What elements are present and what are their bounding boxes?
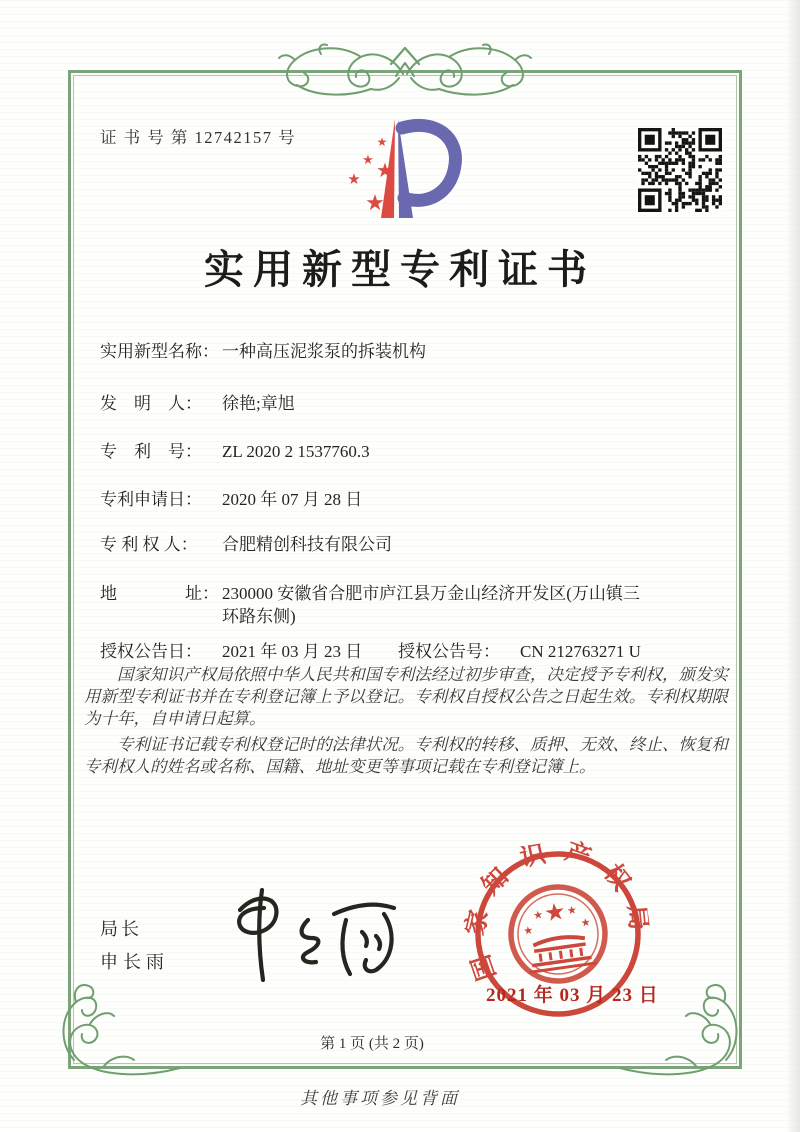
- field-label: 专 利 号：: [100, 442, 202, 461]
- qr-code: [638, 128, 722, 212]
- seal-date: 2021 年 03 月 23 日: [486, 985, 659, 1006]
- field-value: CN 212763271 U: [520, 642, 641, 661]
- svg-text:★: ★: [365, 191, 385, 216]
- field-row-filing-date: [100, 488, 720, 511]
- paragraph-2: 专利证书记载专利权登记时的法律状况。专利权的转移、质押、无效、终止、恢复和专利权人的姓名或名称、国籍、地址变更等事项记载在专利登记簿上。: [84, 735, 728, 777]
- field-value: 2021 年 03 月 23 日: [222, 642, 363, 661]
- field-label: 实用新型名称：: [100, 342, 219, 361]
- paragraph-1: 国家知识产权局依照中华人民共和国专利法经过初步审查，决定授予专利权，颁发实用新型专利证书并在专利登记簿上予以登记。专利权自授权公告之日起生效。专利权期限为十年，自申请日起算。: [84, 665, 728, 728]
- dragon-ornament-icon: [275, 40, 535, 104]
- field-value: 一种高压泥浆泵的拆装机构: [222, 342, 426, 361]
- svg-text:★: ★: [362, 153, 374, 168]
- field-label: 专 利 权 人：: [100, 535, 198, 554]
- signature-handwriting: [222, 886, 407, 986]
- svg-text:★: ★: [376, 135, 388, 149]
- field-row-patent-number: [100, 440, 720, 463]
- field-label: 专利申请日：: [100, 490, 202, 509]
- field-value: ZL 2020 2 1537760.3: [222, 442, 370, 461]
- certificate-number: 证 书 号 第 12742157 号: [100, 128, 297, 147]
- scan-edge-bottom: [0, 1123, 800, 1132]
- back-note: 其他事项参见背面: [300, 1089, 460, 1108]
- cnipa-logo-icon: [332, 114, 464, 224]
- svg-text:★: ★: [347, 170, 361, 188]
- field-row-address: [100, 582, 720, 628]
- legal-text-block: [84, 664, 728, 783]
- svg-text:★: ★: [566, 904, 578, 918]
- field-row-grant: [100, 640, 720, 663]
- scan-edge-right: [786, 0, 800, 1132]
- page-number: 第 1 页 (共 2 页): [320, 1036, 424, 1052]
- field-value: 徐艳;章旭: [222, 394, 295, 413]
- corner-flourish-left-icon: [34, 980, 184, 1080]
- svg-text:★: ★: [532, 908, 544, 923]
- national-emblem-icon: [505, 881, 611, 987]
- field-row-patentee: [100, 533, 720, 556]
- field-label: 地 址：: [100, 584, 219, 603]
- field-value: 合肥精创科技有限公司: [222, 535, 392, 554]
- certificate-title: 实用新型专利证书: [204, 247, 596, 292]
- svg-text:★: ★: [542, 898, 568, 928]
- field-row-name: [100, 340, 720, 363]
- svg-text:★: ★: [522, 924, 535, 938]
- field-value: 2020 年 07 月 28 日: [222, 490, 363, 509]
- seal-text: 国家知识产权局: [461, 837, 654, 984]
- field-row-inventor: [100, 392, 720, 415]
- field-label: 授权公告日：: [100, 642, 202, 661]
- fields-block: [100, 340, 720, 663]
- field-value: 230000 安徽省合肥市庐江县万金山经济开发区(万山镇三环路东侧): [222, 584, 640, 626]
- field-label: 授权公告号：: [398, 642, 500, 661]
- svg-text:★: ★: [580, 916, 592, 930]
- svg-text:★: ★: [376, 158, 394, 182]
- issuer-title: 局长: [100, 919, 142, 939]
- issuer-name: 申长雨: [100, 952, 169, 972]
- field-label: 发 明 人：: [100, 394, 202, 413]
